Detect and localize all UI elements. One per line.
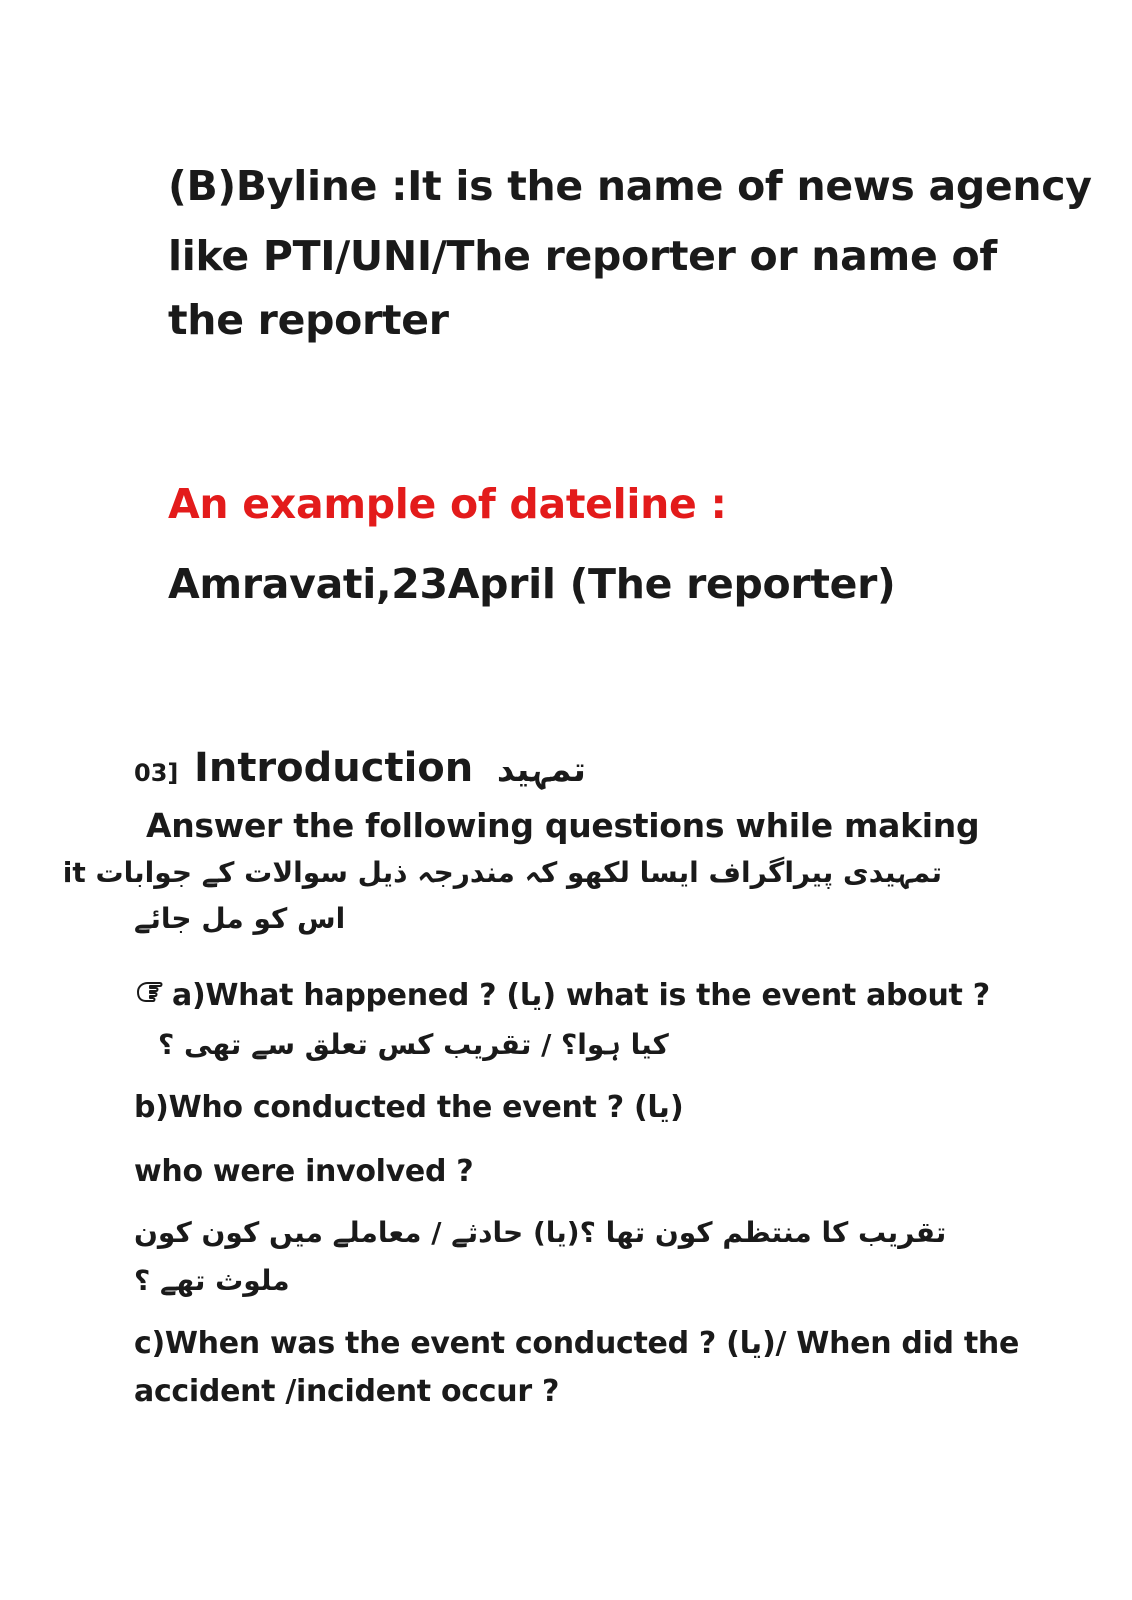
question-b-english-2: who were involved ? — [134, 1154, 474, 1189]
instruction-urdu-line-2: اس کو مل جائے — [134, 902, 346, 935]
section-number: 03] — [134, 759, 179, 787]
instruction-english: Answer the following questions while making — [146, 806, 980, 845]
question-c-line-1: c)When was the event conducted ? (یا)/ When did the — [134, 1326, 1020, 1361]
byline-line-3: the reporter — [168, 296, 449, 344]
dateline-example: Amravati,23April (The reporter) — [168, 560, 896, 608]
question-c-line-2: accident /incident occur ? — [134, 1374, 560, 1409]
introduction-title-urdu: تمہید — [496, 750, 586, 790]
question-a-english: a)What happened ? (یا) what is the event about ? — [172, 978, 990, 1013]
introduction-heading — [134, 745, 586, 791]
question-b-urdu-line-2: ملوث تھے ؟ — [134, 1264, 290, 1297]
question-a — [134, 978, 990, 1013]
byline-line-2: like PTI/UNI/The reporter or name of — [168, 232, 997, 280]
introduction-title: Introduction — [193, 745, 474, 791]
question-a-urdu: کیا ہوا؟ / تقریب کس تعلق سے تھی ؟ — [158, 1028, 669, 1061]
question-b-urdu-line-1: تقریب کا منتظم کون تھا ؟(یا) حادثے / معاملے میں کون کون — [134, 1216, 947, 1249]
dateline-heading: An example of dateline : — [168, 480, 727, 528]
byline-line-1: (B)Byline :It is the name of news agency — [168, 162, 1092, 210]
question-b-english: b)Who conducted the event ? (یا) — [134, 1090, 684, 1125]
pointing-hand-icon — [134, 978, 164, 1008]
instruction-urdu-line-1: تمہیدی پیراگراف ایسا لکھو کہ مندرجہ ذیل سوالات کے جوابات it — [62, 856, 942, 889]
